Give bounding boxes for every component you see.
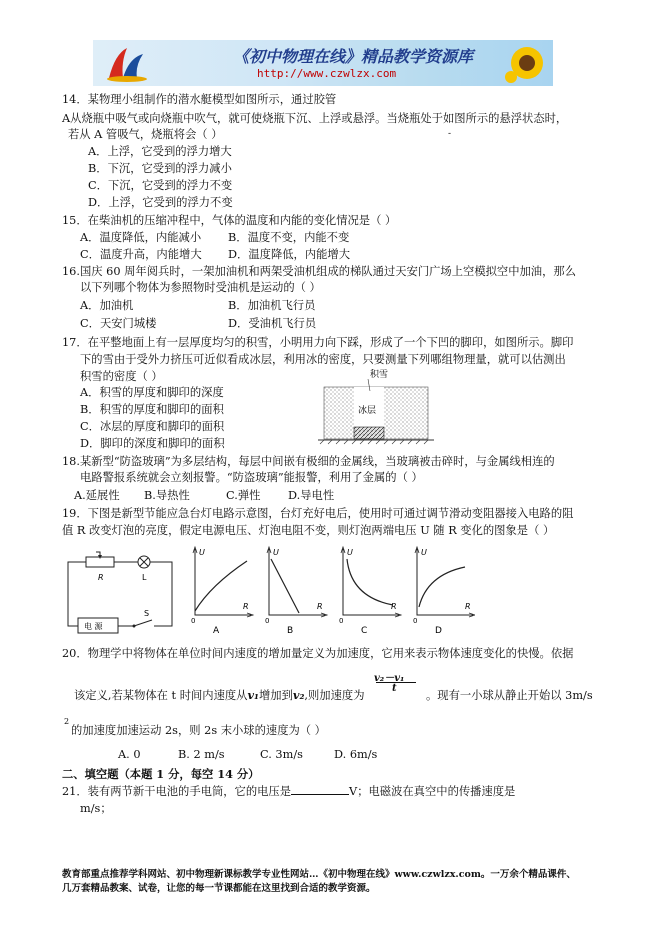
- graph-d-label: D: [435, 626, 442, 636]
- dash-mark: -: [448, 129, 452, 139]
- circuit-l-label: L: [142, 573, 147, 582]
- q16-option-d: D．受油机飞行员: [228, 317, 317, 330]
- circuit-r-label: R: [98, 573, 104, 582]
- q18-option-d: D.导电性: [288, 489, 335, 502]
- q20-stem-2d: 。现有一小球从静止开始以 3m/s: [426, 689, 593, 702]
- q15-option-c: C．温度升高，内能增大: [80, 248, 202, 261]
- q21-stem-1: [62, 782, 515, 799]
- graph-b-label: B: [287, 626, 294, 636]
- graph-c-r: R: [391, 602, 397, 611]
- q17-stem-1: 17．在平整地面上有一层厚度均匀的积雪，小明用力向下踩，形成了一个下凹的脚印，如图所示。脚印: [62, 336, 574, 349]
- q14-stem-1: 14．某物理小组制作的潜水艇模型如图所示，通过胶管: [62, 93, 337, 106]
- graph-b-r: R: [317, 602, 323, 611]
- graph-b-u: U: [273, 548, 279, 557]
- graph-c-u: U: [347, 548, 353, 557]
- q20-v2: v₂: [292, 688, 305, 702]
- q16-option-c: C．天安门城楼: [80, 317, 157, 330]
- graph-d-origin: 0: [413, 617, 418, 625]
- graph-b-origin: 0: [265, 617, 270, 625]
- graph-a: [191, 547, 253, 636]
- q20-option-c: C. 3m/s: [260, 748, 303, 761]
- q20-option-b: B. 2 m/s: [178, 748, 225, 761]
- graph-d-u: U: [421, 548, 427, 557]
- q20-stem-3: 的加速度加速运动 2s，则 2s 末小球的速度为（ ）: [71, 724, 326, 737]
- q14-option-d: D．上浮，它受到的浮力不变: [88, 196, 233, 209]
- formula-numerator: v₂－v₁: [374, 673, 405, 684]
- graph-a-label: A: [213, 626, 220, 636]
- graph-c: [339, 547, 401, 636]
- circuit-s-label: S: [144, 609, 150, 618]
- circuit-diagram: [62, 548, 180, 638]
- q17-stem-3: 积雪的密度（ ）: [80, 370, 163, 383]
- q16-stem-2: 以下列哪个物体为参照物时受油机是运动的（ ）: [80, 281, 321, 294]
- q18-option-c: C.弹性: [226, 489, 261, 502]
- q18-stem-2: 电路警报系统就会立刻报警。“防盗玻璃”能报警，利用了金属的（ ）: [80, 471, 423, 484]
- logo-icon: [105, 44, 149, 82]
- q20-v1: v₁: [247, 688, 259, 702]
- graph-b: [265, 547, 327, 636]
- q20-superscript: 2: [64, 717, 70, 726]
- q18-stem-1: 18.某新型“防盗玻璃”为多层结构，每层中间嵌有极细的金属线，当玻璃被击碎时，与金属线相连的: [62, 455, 555, 468]
- u-r-graphs: [185, 545, 475, 640]
- footer-line-1: 教育部重点推荐学科网站、初中物理新课标教学专业性网站…《初中物理在线》www.czwlzx.com。一万余个精品课件、: [62, 869, 576, 880]
- q17-option-b: B．积雪的厚度和脚印的面积: [80, 403, 224, 416]
- q16-option-a: A．加油机: [80, 299, 134, 312]
- q20-option-d: D. 6m/s: [334, 748, 378, 761]
- banner-title: 《初中物理在线》精品教学资源库: [233, 47, 474, 66]
- q18-option-b: B.导热性: [144, 489, 190, 502]
- q21-stem-2: m/s；: [80, 802, 112, 815]
- q15-option-a: A．温度降低，内能减小: [80, 231, 202, 244]
- q21-blank-1[interactable]: [291, 782, 349, 795]
- q14-stem-3: 若从 A 管吸气，烧瓶将会（ ）: [68, 128, 223, 141]
- section-fill-in-title: 二、填空题（本题 1 分，每空 14 分）: [62, 767, 260, 781]
- graph-a-origin: 0: [191, 617, 196, 625]
- q21-stem-1b: V；电磁波在真空中的传播速度是: [349, 785, 516, 798]
- graph-c-origin: 0: [339, 617, 344, 625]
- q16-stem-1: 16.国庆 60 周年阅兵时，一架加油机和两架受油机组成的梯队通过天安门广场上空模拟空中加油，那么: [62, 265, 576, 278]
- q18-option-a: A.延展性: [74, 489, 120, 502]
- q20-stem-2a: 该定义,若某物体在 t 时间内速度从: [74, 689, 248, 702]
- graph-c-label: C: [361, 626, 368, 636]
- snow-footprint-figure: [318, 365, 434, 451]
- q20-stem-1: 20．物理学中将物体在单位时间内速度的增加量定义为加速度，它用来表示物体速度变化的快慢。依据: [62, 647, 574, 660]
- snow-label: 积雪: [370, 370, 389, 380]
- q14-option-c: C．下沉，它受到的浮力不变: [88, 179, 233, 192]
- q14-stem-2: A从烧瓶中吸气或向烧瓶中吹气，就可使烧瓶下沉、上浮或悬浮。当烧瓶处于如图所示的悬浮状态时，: [62, 112, 568, 125]
- q17-option-a: A．积雪的厚度和脚印的深度: [80, 386, 224, 399]
- q19-stem-2: 值 R 改变灯泡的亮度，假定电源电压、灯泡电阻不变，则灯泡两端电压 U 随 R 变化的图象是（ ）: [62, 524, 555, 537]
- sunflower-icon: [505, 43, 549, 83]
- q14-option-b: B．下沉，它受到的浮力减小: [88, 162, 232, 175]
- header-banner: [93, 40, 553, 86]
- q19-stem-1: 19．下图是新型节能应急台灯电路示意图，台灯充好电后，使用时可通过调节滑动变阻器接入电路的阻: [62, 507, 574, 520]
- q17-option-d: D．脚印的深度和脚印的面积: [80, 437, 225, 450]
- q15-stem: 15．在柴油机的压缩冲程中，气体的温度和内能的变化情况是（ ）: [62, 214, 397, 227]
- graph-a-r: R: [243, 602, 249, 611]
- formula-denominator: t: [392, 683, 397, 694]
- q20-stem-2: [74, 687, 365, 703]
- q17-stem-2: 下的雪由于受外力挤压可近似看成冰层，利用冰的密度，只要测量下列哪组物理量，就可以估测出: [80, 353, 566, 366]
- ice-label: 冰层: [358, 406, 377, 416]
- graph-a-u: U: [199, 548, 205, 557]
- q20-stem-2c: ,则加速度为: [304, 689, 365, 702]
- q17-option-c: C．冰层的厚度和脚印的面积: [80, 420, 225, 433]
- q16-option-b: B．加油机飞行员: [228, 299, 316, 312]
- q15-option-b: B．温度不变，内能不变: [228, 231, 350, 244]
- q15-option-d: D．温度降低，内能增大: [228, 248, 351, 261]
- q20-stem-2b: 增加到: [259, 689, 293, 702]
- graph-d: [413, 547, 475, 636]
- q21-stem-1a: 21．装有两节新干电池的手电筒，它的电压是: [62, 785, 292, 798]
- circuit-source-label: 电 源: [84, 622, 103, 631]
- graph-d-r: R: [465, 602, 471, 611]
- q14-option-a: A．上浮，它受到的浮力增大: [88, 145, 232, 158]
- footer-line-2: 几万套精品教案、试卷，让您的每一节课都能在这里找到合适的教学资源。: [62, 883, 376, 894]
- q20-option-a: A. 0: [118, 748, 141, 761]
- banner-url[interactable]: http://www.czwlzx.com: [257, 67, 397, 80]
